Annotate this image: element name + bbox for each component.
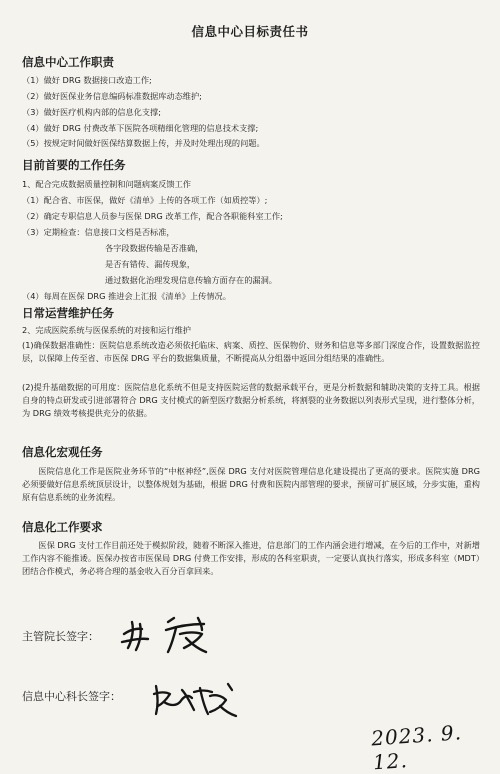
primary-line: 1、配合完成数据质量控制和问题病案反馈工作 xyxy=(22,179,191,189)
duty-item: （4）做好 DRG 付费改革下医院各项精细化管理的信息技术支撑; xyxy=(22,123,259,133)
daily-heading: 日常运营维护任务 xyxy=(22,306,114,320)
primary-line: （4）每周在医保 DRG 推进会上汇报《清单》上传情况。 xyxy=(22,291,231,301)
primary-line: 通过数据化治理发现信息传输方面存在的漏洞。 xyxy=(105,275,277,285)
primary-line: （1）配合省、市医保，做好《清单》上传的各项工作（如质控等）; xyxy=(22,195,268,205)
duty-item: （3）做好医疗机构内部的信息化支撑; xyxy=(22,107,161,117)
director-signature-label: 主管院长签字： xyxy=(22,630,99,643)
signature-date xyxy=(370,720,500,774)
duty-item: （1）做好 DRG 数据接口改造工作; xyxy=(22,75,152,85)
director-signature xyxy=(118,612,228,656)
primary-line: 各字段数据传输是否准确， xyxy=(105,243,204,253)
daily-paragraph-2: (2)提升基础数据的可用度：医院信息化系统不但是支持医院运营的数据承载平台，更是分析数据和辅助决策的支持工具。根据自身的特点研发或引进部署符合 DRG 支付模式的新型医疗数据分析系统，将割裂的业务数据以列表形式呈现，进行整体分析，为 DRG 绩效考核提供充分的依据。 xyxy=(22,382,480,418)
primary-line: （3）定期检查：信息接口文档是否标准， xyxy=(22,227,175,237)
macro-paragraph: 医院信息化工作是医院业务环节的“中枢神经”,医保 DRG 支付对医院管理信息化建设提出了更高的要求。医院实施 DRG 必须要做好信息系统顶层设计，以整体规划为基础，根据 DRG 付费和医院内部管理的要求，预留可扩展区域，分步实施，重构原有信息系统的业务流程。 xyxy=(22,466,480,502)
section-chief-signature xyxy=(150,676,240,720)
macro-heading: 信息化宏观任务 xyxy=(22,445,103,459)
duty-item: （5）按规定时间做好医保结算数据上传，并及时处理出现的问题。 xyxy=(22,138,265,148)
duty-item: （2）做好医保业务信息编码标准数据库动态维护; xyxy=(22,91,202,101)
daily-subheading: 2、完成医院系统与医保系统的对接和运行维护 xyxy=(22,325,191,335)
daily-paragraph-1: (1)确保数据准确性：医院信息系统改造必须依托临床、病案、质控、医保物价、财务和信息等多部门深度合作，设置数据监控层，以保障上传至省、市医保 DRG 平台的数据集质量，不断提高从分组器中返回分组结果的准确性。 xyxy=(22,340,480,363)
primary-heading: 目前首要的工作任务 xyxy=(22,158,126,172)
section-chief-signature-label: 信息中心科长签字： xyxy=(22,690,121,703)
primary-line: （2）确定专职信息人员参与医保 DRG 改革工作，配合各职能科室工作; xyxy=(22,211,283,221)
signature-date-text: 2023. 9. 12. xyxy=(370,720,463,774)
duty-heading: 信息中心工作职责 xyxy=(22,55,114,69)
requirements-heading: 信息化工作要求 xyxy=(22,520,103,534)
document-title: 信息中心目标责任书 xyxy=(191,24,309,39)
requirements-paragraph: 医保 DRG 支付工作目前还处于模拟阶段，随着不断深入推进，信息部门的工作内涵会进行增减，在今后的工作中，对新增工作内容不能推诿。医保办按省市医保局 DRG 付费工作安排，形成的各科室职责，一定要认真执行落实，形成多科室（MDT）团结合作模式，务必将合理的基金收入百分百拿回来。 xyxy=(22,540,480,576)
primary-line: 是否有错传、漏传现象， xyxy=(105,259,196,269)
